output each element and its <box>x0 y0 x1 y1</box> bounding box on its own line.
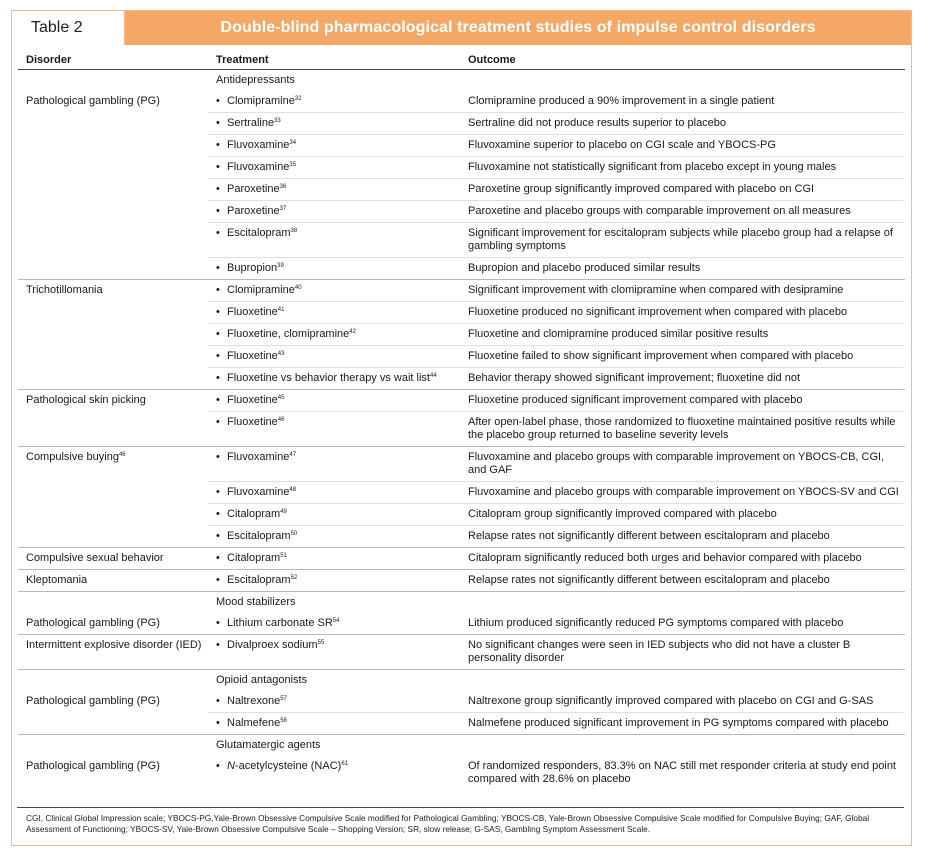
disorder-label: Trichotillomania <box>26 284 103 296</box>
treatment-label: Naltrexone <box>227 695 281 707</box>
disorder-label: Intermittent explosive disorder (IED) <box>26 639 202 651</box>
table-title: Double-blind pharmacological treatment studies of impulse control disorders <box>125 11 911 45</box>
treatment-label: Fluoxetine <box>227 350 278 362</box>
bullet-icon: • <box>216 508 220 520</box>
outcome-cell: Fluoxetine failed to show significant improvement when compared with placebo <box>460 346 905 368</box>
treatment-label: -acetylcysteine (NAC) <box>234 760 342 772</box>
table-row <box>18 223 905 258</box>
treatment-cell <box>208 258 460 280</box>
treatment-reference: 52 <box>290 575 298 581</box>
treatment-reference: 46 <box>277 417 285 423</box>
disorder-cell <box>18 70 208 92</box>
table-row <box>18 280 905 302</box>
treatment-cell <box>208 390 460 412</box>
treatment-cell <box>208 504 460 526</box>
treatment-label: Citalopram <box>227 508 281 520</box>
disorder-cell <box>18 258 208 280</box>
treatment-label: Escitalopram <box>227 574 291 586</box>
bullet-icon: • <box>216 139 220 151</box>
treatment-label: Escitalopram <box>227 227 291 239</box>
outcome-cell: After open-label phase, those randomized to fluoxetine maintained positive results while the placebo group returned to baseline severity levels <box>460 412 905 447</box>
treatment-reference: 32 <box>294 96 302 102</box>
treatment-reference: 57 <box>280 696 287 702</box>
treatment-cell <box>208 526 460 548</box>
disorder-cell <box>18 592 208 614</box>
treatment-italic-prefix: N <box>227 760 235 772</box>
table-row <box>18 201 905 223</box>
table-row <box>18 482 905 504</box>
outcome-cell: Fluoxetine and clomipramine produced similar positive results <box>460 324 905 346</box>
outcome-cell <box>460 670 905 692</box>
treatment-label: Fluoxetine vs behavior therapy vs wait list <box>227 372 430 384</box>
treatment-reference: 42 <box>349 329 356 335</box>
table-row <box>18 179 905 201</box>
table-body <box>18 70 905 791</box>
bullet-icon: • <box>216 617 220 629</box>
treatment-cell <box>208 756 460 790</box>
table-row <box>18 390 905 412</box>
treatment-label: Clomipramine <box>227 284 295 296</box>
bullet-icon: • <box>216 161 220 173</box>
table-row <box>18 713 905 735</box>
disorder-label: Pathological gambling (PG) <box>26 760 160 772</box>
disorder-cell <box>18 735 208 757</box>
treatment-cell <box>208 113 460 135</box>
disorder-label: Kleptomania <box>26 574 88 586</box>
treatment-cell <box>208 368 460 390</box>
outcome-cell: Fluoxetine produced significant improvement compared with placebo <box>460 390 905 412</box>
treatment-label: Clomipramine <box>227 95 295 107</box>
disorder-cell <box>18 346 208 368</box>
outcome-cell: Sertraline did not produce results superior to placebo <box>460 113 905 135</box>
table-row <box>18 157 905 179</box>
outcome-cell: Significant improvement with clomipramine when compared with desipramine <box>460 280 905 302</box>
disorder-cell <box>18 756 208 790</box>
treatment-reference: 39 <box>277 263 284 269</box>
table-row <box>18 504 905 526</box>
outcome-cell: Significant improvement for escitalopram subjects while placebo group had a relapse of gambling symptoms <box>460 223 905 258</box>
bullet-icon: • <box>216 95 220 107</box>
header-outcome: Outcome <box>460 50 905 70</box>
disorder-cell <box>18 504 208 526</box>
treatment-cell <box>208 135 460 157</box>
disorder-label: Compulsive sexual behavior <box>26 552 164 564</box>
table-row <box>18 570 905 592</box>
bullet-icon: • <box>216 205 220 217</box>
disorder-cell <box>18 713 208 735</box>
bullet-icon: • <box>216 574 220 586</box>
bullet-icon: • <box>216 451 220 463</box>
disorder-cell <box>18 613 208 635</box>
outcome-cell <box>460 70 905 92</box>
disorder-cell <box>18 179 208 201</box>
bullet-icon: • <box>216 262 220 274</box>
disorder-label: Compulsive buying <box>26 451 119 463</box>
bullet-icon: • <box>216 486 220 498</box>
outcome-cell: Citalopram significantly reduced both urges and behavior compared with placebo <box>460 548 905 570</box>
table-title-bar <box>12 11 911 45</box>
outcome-cell: Fluvoxamine not statistically significant from placebo except in young males <box>460 157 905 179</box>
footnote-divider <box>17 807 904 808</box>
disorder-label: Pathological gambling (PG) <box>26 617 160 629</box>
treatment-reference: 43 <box>277 351 285 357</box>
treatment-label: Divalproex sodium <box>227 639 318 651</box>
treatment-cell <box>208 691 460 713</box>
treatment-reference: 48 <box>289 487 297 493</box>
bullet-icon: • <box>216 552 220 564</box>
treatment-cell <box>208 548 460 570</box>
treatment-label: Citalopram <box>227 552 281 564</box>
table-row <box>18 258 905 280</box>
treatment-reference: 45 <box>277 395 285 401</box>
table-row <box>18 635 905 670</box>
treatment-cell <box>208 324 460 346</box>
treatment-label: Fluvoxamine <box>227 139 290 151</box>
table-number: Table 2 <box>12 11 125 45</box>
category-row <box>18 670 905 692</box>
disorder-cell <box>18 548 208 570</box>
table-footnote: CGI, Clinical Global Impression scale; YBOCS-PG,Yale-Brown Obsessive Compulsive Scale modified for Pathological Gambling; YBOCS-CB, Yale-Brown Obsessive Compulsive Scale modified for Compulsive Buying; GAF, Global Assessment of Functioning; YBOCS-SV, Yale-Brown Obsessive Compulsive Scale – Shopping Version; SR, slow release; G-SAS, Gambling Symptom Assessment Scale. <box>26 813 870 834</box>
table-row <box>18 368 905 390</box>
disorder-cell <box>18 635 208 670</box>
treatment-reference: 38 <box>290 228 298 234</box>
treatment-reference: 36 <box>279 184 287 190</box>
bullet-icon: • <box>216 183 220 195</box>
disorder-cell <box>18 570 208 592</box>
outcome-cell: Nalmefene produced significant improvement in PG symptoms compared with placebo <box>460 713 905 735</box>
disorder-cell <box>18 691 208 713</box>
disorder-cell <box>18 302 208 324</box>
disorder-cell <box>18 113 208 135</box>
treatment-category <box>208 70 460 92</box>
treatment-label: Nalmefene <box>227 717 281 729</box>
treatment-reference: 35 <box>289 162 297 168</box>
treatment-cell <box>208 713 460 735</box>
outcome-cell: Fluvoxamine and placebo groups with comparable improvement on YBOCS-SV and CGI <box>460 482 905 504</box>
table-row <box>18 548 905 570</box>
disorder-cell <box>18 368 208 390</box>
treatment-label: Fluoxetine <box>227 394 278 406</box>
treatment-cell <box>208 412 460 447</box>
outcome-cell: Fluoxetine produced no significant improvement when compared with placebo <box>460 302 905 324</box>
disorder-cell <box>18 223 208 258</box>
treatment-reference: 37 <box>279 206 287 212</box>
data-table-container <box>18 50 905 790</box>
bullet-icon: • <box>216 760 220 772</box>
treatment-label: Fluoxetine <box>227 306 278 318</box>
category-label: Antidepressants <box>216 74 295 86</box>
bullet-icon: • <box>216 284 220 296</box>
treatment-label: Fluvoxamine <box>227 451 290 463</box>
category-row <box>18 70 905 92</box>
disorder-cell <box>18 526 208 548</box>
table-row <box>18 113 905 135</box>
treatment-cell <box>208 613 460 635</box>
disorder-cell <box>18 324 208 346</box>
treatment-cell <box>208 201 460 223</box>
treatment-reference: 34 <box>289 140 297 146</box>
bullet-icon: • <box>216 306 220 318</box>
outcome-cell: Naltrexone group significantly improved compared with placebo on CGI and G-SAS <box>460 691 905 713</box>
bullet-icon: • <box>216 372 220 384</box>
treatment-reference: 41 <box>277 307 285 313</box>
disorder-cell <box>18 135 208 157</box>
bullet-icon: • <box>216 394 220 406</box>
disorder-reference: 46 <box>118 452 126 458</box>
treatment-category <box>208 592 460 614</box>
treatment-reference: 47 <box>289 452 297 458</box>
treatment-cell <box>208 157 460 179</box>
treatment-reference: 58 <box>280 718 287 724</box>
treatment-cell <box>208 447 460 482</box>
disorder-cell <box>18 91 208 113</box>
outcome-cell: Bupropion and placebo produced similar results <box>460 258 905 280</box>
treatment-label: Sertraline <box>227 117 275 129</box>
disorder-label: Pathological gambling (PG) <box>26 695 160 707</box>
header-disorder: Disorder <box>18 50 208 70</box>
category-label: Opioid antagonists <box>216 674 308 686</box>
disorder-cell <box>18 157 208 179</box>
bullet-icon: • <box>216 350 220 362</box>
treatment-reference: 49 <box>280 509 287 515</box>
outcome-cell: Relapse rates not significantly different between escitalopram and placebo <box>460 526 905 548</box>
table-row <box>18 613 905 635</box>
bullet-icon: • <box>216 328 220 340</box>
treatment-reference: 54 <box>332 618 340 624</box>
disorder-cell <box>18 412 208 447</box>
treatment-reference: 61 <box>341 761 348 767</box>
table-row <box>18 346 905 368</box>
disorder-label: Pathological skin picking <box>26 394 146 406</box>
header-treatment: Treatment <box>208 50 460 70</box>
treatment-label: Fluoxetine <box>227 416 278 428</box>
outcome-cell: No significant changes were seen in IED subjects who did not have a cluster B personality disorder <box>460 635 905 670</box>
treatment-label: Paroxetine <box>227 183 280 195</box>
treatment-reference: 33 <box>274 118 281 124</box>
outcome-cell <box>460 735 905 757</box>
category-row <box>18 592 905 614</box>
treatment-cell <box>208 91 460 113</box>
bullet-icon: • <box>216 117 220 129</box>
treatment-reference: 44 <box>429 373 437 379</box>
disorder-cell <box>18 482 208 504</box>
treatment-label: Fluvoxamine <box>227 161 290 173</box>
treatment-cell <box>208 280 460 302</box>
treatment-cell <box>208 223 460 258</box>
outcome-cell: Paroxetine and placebo groups with comparable improvement on all measures <box>460 201 905 223</box>
table-row <box>18 526 905 548</box>
treatment-cell <box>208 179 460 201</box>
disorder-cell <box>18 670 208 692</box>
table-row <box>18 447 905 482</box>
treatment-cell <box>208 346 460 368</box>
disorder-cell <box>18 390 208 412</box>
bullet-icon: • <box>216 227 220 239</box>
outcome-cell: Clomipramine produced a 90% improvement in a single patient <box>460 91 905 113</box>
outcome-cell: Fluvoxamine superior to placebo on CGI scale and YBOCS-PG <box>460 135 905 157</box>
outcome-cell: Paroxetine group significantly improved compared with placebo on CGI <box>460 179 905 201</box>
disorder-label: Pathological gambling (PG) <box>26 95 160 107</box>
table-row <box>18 324 905 346</box>
treatment-label: Fluoxetine, clomipramine <box>227 328 350 340</box>
table-row <box>18 412 905 447</box>
category-label: Glutamatergic agents <box>216 739 321 751</box>
treatment-cell <box>208 570 460 592</box>
treatment-label: Bupropion <box>227 262 278 274</box>
treatment-label: Lithium carbonate SR <box>227 617 333 629</box>
bullet-icon: • <box>216 717 220 729</box>
category-row <box>18 735 905 757</box>
treatment-category <box>208 735 460 757</box>
bullet-icon: • <box>216 639 220 651</box>
table-row <box>18 302 905 324</box>
data-table <box>18 50 905 790</box>
bullet-icon: • <box>216 695 220 707</box>
table-row <box>18 691 905 713</box>
treatment-cell <box>208 302 460 324</box>
treatment-label: Fluvoxamine <box>227 486 290 498</box>
outcome-cell: Fluvoxamine and placebo groups with comparable improvement on YBOCS-CB, CGI, and GAF <box>460 447 905 482</box>
outcome-cell <box>460 592 905 614</box>
category-label: Mood stabilizers <box>216 596 296 608</box>
table-row <box>18 135 905 157</box>
treatment-label: Escitalopram <box>227 530 291 542</box>
outcome-cell: Behavior therapy showed significant improvement; fluoxetine did not <box>460 368 905 390</box>
bullet-icon: • <box>216 530 220 542</box>
table-row <box>18 91 905 113</box>
treatment-reference: 51 <box>280 553 287 559</box>
outcome-cell: Relapse rates not significantly different between escitalopram and placebo <box>460 570 905 592</box>
table-frame <box>11 10 912 846</box>
treatment-cell <box>208 635 460 670</box>
treatment-category <box>208 670 460 692</box>
header-row <box>18 50 905 70</box>
outcome-cell: Lithium produced significantly reduced PG symptoms compared with placebo <box>460 613 905 635</box>
table-row <box>18 756 905 790</box>
outcome-cell: Of randomized responders, 83.3% on NAC still met responder criteria at study end point compared with 28.6% on placebo <box>468 760 896 785</box>
treatment-reference: 55 <box>317 640 325 646</box>
bullet-icon: • <box>216 416 220 428</box>
outcome-cell: Citalopram group significantly improved compared with placebo <box>460 504 905 526</box>
disorder-cell <box>18 280 208 302</box>
treatment-reference: 40 <box>294 285 302 291</box>
disorder-cell <box>18 201 208 223</box>
treatment-reference: 50 <box>290 531 298 537</box>
treatment-label: Paroxetine <box>227 205 280 217</box>
treatment-cell <box>208 482 460 504</box>
disorder-cell <box>18 447 208 482</box>
